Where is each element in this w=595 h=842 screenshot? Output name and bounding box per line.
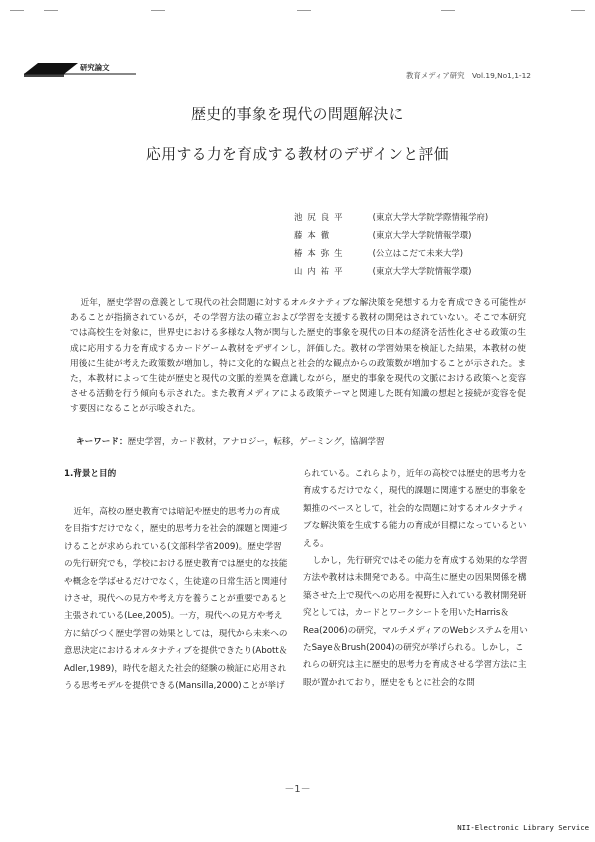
author-row	[294, 247, 463, 259]
keywords-label: キーワード：	[76, 437, 128, 447]
author-affiliation: (公立はこだて未来大学)	[372, 248, 463, 258]
author-row	[294, 265, 471, 277]
keywords	[76, 435, 385, 447]
author-name: 山内祐平	[294, 266, 348, 276]
body-column-right	[303, 466, 529, 692]
paper-title-line-1: 歴史的事象を現代の問題解決に	[191, 106, 404, 123]
abstract	[70, 296, 526, 418]
body-paragraph: られている。これらより，近年の高校では歴史的思考力を育成するだけでなく，現代的課題に関連する歴史的事象を類推のベースとして，社会的な問題に対するオルタナティブな解決策を生成する能力の育成が目標になっているといえる。	[303, 469, 527, 549]
crop-mark	[571, 10, 585, 11]
author-affiliation: (東京大学大学院学際情報学府)	[372, 212, 489, 222]
abstract-text: 近年，歴史学習の意義として現代の社会問題に対するオルタナティブな解決策を発想する力を育成できる可能性があることが指摘されているが，その学習方法の確立および学習を支援する教材の開発はされていない。そこで本研究では高校生を対象に，世界史における多様な人物が関与した歴史的事象を現代の日本の経済を活性化させる政策の生成に応用する力を育成するカードゲーム教材をデザインし，評価した。教材の学習効果を検証した結果，本教材の使用後に生徒が考えた政策数が増加し，特に文化的な観点と社会的な観点からの政策数が増加することが示された。また，本教材によって生徒が歴史と現代の文脈的差異を意識しながら，歴史的事象を現代の文脈における政策へと変容させる活動を行う傾向も示された。また教育メディアによる政策テーマと関連した既有知識の想起と接続が変容を促す要因になることが示唆された。	[70, 298, 527, 415]
author-name: 藤本徹	[294, 230, 335, 240]
crop-mark	[10, 10, 24, 11]
article-category: 研究論文	[80, 63, 110, 72]
author-row	[294, 229, 471, 241]
author-row	[294, 211, 488, 223]
author-affiliation: (東京大学大学院情報学環)	[372, 266, 472, 276]
author-affiliation: (東京大学大学院情報学環)	[372, 230, 472, 240]
author-name: 椿本弥生	[294, 248, 348, 258]
crop-mark	[44, 10, 58, 11]
article-type-badge	[24, 58, 136, 84]
crop-mark	[441, 10, 455, 11]
keywords-text: 歴史学習，カード教材，アナロジー，転移，ゲーミング，協調学習	[127, 437, 385, 447]
author-name: 池尻良平	[294, 212, 348, 222]
journal-citation: 教育メディア研究 Vol.19,No1,1-12	[406, 71, 531, 80]
crop-mark	[151, 10, 165, 11]
page-number: －1－	[284, 784, 311, 795]
body-paragraph: しかし，先行研究ではその能力を育成する効果的な学習方法や教材は未開発である。中高生に歴史の因果関係を構築させた上で現代への応用を視野に入れている教材開発研究としては，カードとワークシートを用いたHarris＆Rea(2006)の研究，マルチメディアのWebシステムを用いたSaye＆Brush(2004)の研究が挙げられる。しかし，これらの研究は主に歴史的思考力を育成させる学習方法に主眼が置かれており，歴史をもとに社会的な問	[303, 556, 528, 688]
crop-mark	[297, 10, 311, 11]
section-heading: 1.背景と目的	[64, 469, 117, 479]
footer-service-label: NII-Electronic Library Service	[457, 823, 589, 832]
body-column-left	[64, 504, 288, 695]
paper-title-line-2: 応用する力を育成する教材のデザインと評価	[146, 146, 449, 163]
body-paragraph: 近年，高校の歴史教育では暗記や歴史的思考力の育成を目指すだけでなく，歴史的思考力を社会的課題と関連づけることが求められている(文部科学省2009)。歴史学習の先行研究でも，学校における歴史教育では歴史的な技能や概念を学ばせるだけでなく，生徒達の日常生活と関連付けさせ，現代への見方や考え方を養うことが重要であると主張されている(Lee,2005)。一方，現代への見方や考え方に結びつく歴史学習の効果としては，現代から未来への意思決定におけるオルタナティブを提供できたり(Abott＆Adler,1989)，時代を超えた社会的経験の検証に応用されうる思考モデルを提供できる(Mansilla,2000)ことが挙げ	[64, 507, 288, 692]
